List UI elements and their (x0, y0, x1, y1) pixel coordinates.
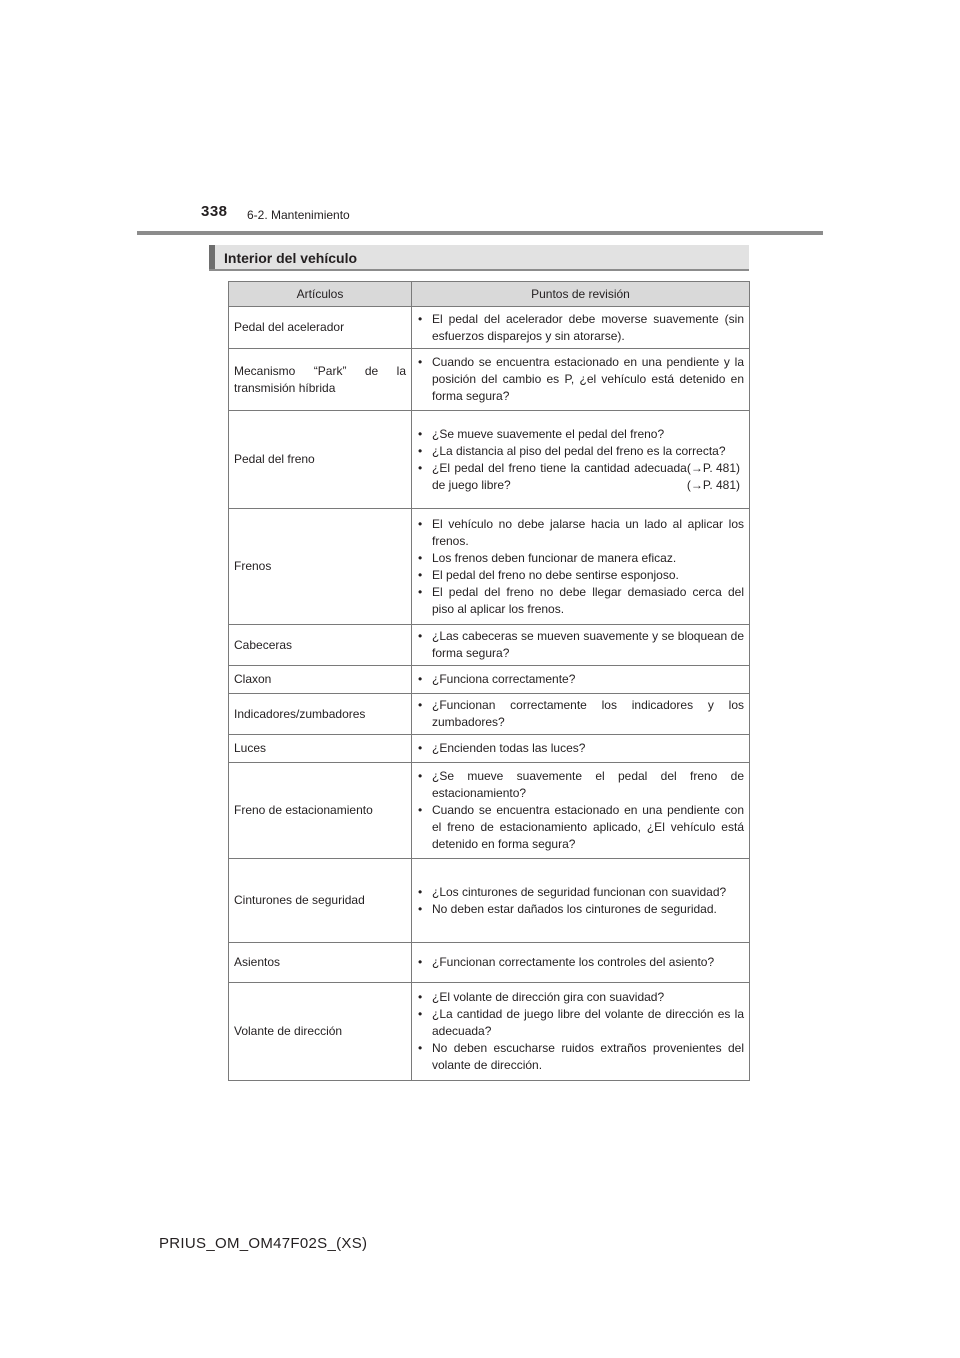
bullet-icon: • (418, 901, 423, 916)
bullet-icon: • (418, 955, 423, 969)
table-row (229, 859, 750, 943)
check-point-text: Cuando se encuentra estacionado en una pendiente con el freno de estacionamiento aplicado, ¿El vehículo está detenido en forma segura? (432, 803, 744, 851)
check-points (412, 349, 750, 411)
check-point (417, 697, 744, 731)
bullet-icon: • (418, 629, 423, 643)
check-point-list (417, 697, 744, 731)
check-point-text: ¿Funcionan correctamente los indicadores y los zumbadores? (432, 698, 744, 729)
document-code: PRIUS_OM_OM47F02S_(XS) (159, 1235, 368, 1252)
item-name: Luces (229, 735, 412, 763)
check-point (417, 802, 744, 853)
check-point-list (417, 354, 744, 405)
check-point-text: ¿Encienden todas las luces? (432, 741, 586, 755)
check-points (412, 666, 750, 694)
check-point (417, 740, 744, 757)
check-point (417, 768, 744, 802)
item-name: Frenos (229, 509, 412, 625)
table-header-row (229, 282, 750, 307)
table-row (229, 666, 750, 694)
check-point-text: ¿El pedal del freno tiene la cantidad adecuada de juego libre? (432, 460, 687, 492)
check-point-list (417, 516, 744, 618)
check-point-text: ¿Funciona correctamente? (432, 672, 576, 686)
check-point-list (417, 884, 744, 918)
check-point-list (417, 671, 744, 688)
check-point-text: No deben estar dañados los cinturones de seguridad. (432, 901, 717, 916)
check-points (412, 943, 750, 983)
page-number: 338 (201, 203, 228, 220)
check-point (417, 989, 744, 1006)
item-name: Volante de dirección (229, 983, 412, 1081)
bullet-icon: • (418, 884, 423, 899)
section-accent (209, 245, 215, 269)
item-name: Claxon (229, 666, 412, 694)
check-point (417, 628, 744, 662)
bullet-icon: • (418, 769, 423, 783)
check-point-text: El pedal del acelerador debe moverse suavemente (sin esfuerzos disparejos y sin atorarse). (432, 311, 744, 343)
bullet-icon: • (418, 355, 423, 369)
check-point-text: ¿Funcionan correctamente los controles del asiento? (432, 955, 715, 969)
check-point (417, 550, 744, 567)
bullet-icon: • (418, 460, 423, 475)
check-point-text: ¿Se mueve suavemente el pedal del freno? (432, 426, 665, 441)
item-name: Pedal del freno (229, 411, 412, 509)
check-point (417, 354, 744, 405)
table-body (229, 307, 750, 1081)
check-point-list (417, 426, 744, 494)
check-points (412, 763, 750, 859)
check-point-list (417, 954, 744, 971)
check-point (417, 901, 744, 918)
bullet-icon: • (418, 803, 423, 817)
chapter-title: 6-2. Mantenimiento (247, 208, 350, 222)
check-points (412, 983, 750, 1081)
check-point (417, 311, 744, 345)
check-points (412, 735, 750, 763)
bullet-icon: • (418, 1041, 423, 1055)
table-row (229, 735, 750, 763)
check-point (417, 567, 744, 584)
check-point (417, 426, 744, 443)
table-row (229, 763, 750, 859)
bullet-icon: • (418, 672, 423, 686)
check-point-text: ¿La distancia al piso del pedal del freno es la correcta? (432, 443, 726, 458)
check-point (417, 671, 744, 688)
bullet-icon: • (418, 550, 423, 565)
check-point-list (417, 740, 744, 757)
check-point-text: El pedal del freno no debe sentirse esponjoso. (432, 567, 679, 582)
table-row (229, 625, 750, 666)
column-header-items: Artículos (229, 282, 412, 307)
item-name: Cinturones de seguridad (229, 859, 412, 943)
table-row (229, 411, 750, 509)
table-row (229, 509, 750, 625)
check-points (412, 411, 750, 509)
check-point-text: ¿La cantidad de juego libre del volante de dirección es la adecuada? (432, 1007, 744, 1038)
check-point (417, 516, 744, 550)
item-name: Asientos (229, 943, 412, 983)
check-point-text: ¿El volante de dirección gira con suavidad? (432, 990, 665, 1004)
item-name: Mecanismo “Park” de la transmisión híbrida (229, 349, 412, 411)
bullet-icon: • (418, 567, 423, 582)
bullet-icon: • (418, 426, 423, 441)
check-point-list (417, 768, 744, 853)
section-heading (209, 245, 749, 271)
inspection-table (228, 281, 750, 1081)
check-point (417, 954, 744, 971)
column-header-points: Puntos de revisión (412, 282, 750, 307)
check-point-text: ¿Los cinturones de seguridad funcionan con suavidad? (432, 884, 727, 899)
check-points (412, 859, 750, 943)
bullet-icon: • (418, 698, 423, 712)
check-point-text: El vehículo no debe jalarse hacia un lado al aplicar los frenos. (432, 516, 744, 548)
item-name: Cabeceras (229, 625, 412, 666)
header-rule (137, 231, 823, 235)
table-row (229, 983, 750, 1081)
item-name: Pedal del acelerador (229, 307, 412, 349)
page-reference: (→P. 481) (686, 460, 740, 475)
section-title: Interior del vehículo (224, 250, 358, 266)
table-row (229, 943, 750, 983)
check-point (417, 443, 744, 475)
bullet-icon: • (418, 311, 423, 326)
check-point-text: Los frenos deben funcionar de manera eficaz. (432, 550, 677, 565)
check-point-list (417, 989, 744, 1074)
check-point-text: ¿Las cabeceras se mueven suavemente y se bloquean de forma segura? (432, 629, 744, 660)
check-point-text: El pedal del freno no debe llegar demasiado cerca del piso al aplicar los frenos. (432, 584, 744, 616)
check-points (412, 625, 750, 666)
table-row (229, 694, 750, 735)
check-points (412, 307, 750, 349)
bullet-icon: • (418, 1007, 423, 1021)
bullet-icon: • (418, 443, 423, 458)
check-points (412, 509, 750, 625)
check-point (417, 884, 744, 901)
check-point (417, 460, 744, 494)
check-point (417, 1006, 744, 1040)
page-reference: (→P. 481) (686, 477, 740, 492)
check-points (412, 694, 750, 735)
bullet-icon: • (418, 584, 423, 599)
table-row (229, 349, 750, 411)
table-row (229, 307, 750, 349)
bullet-icon: • (418, 516, 423, 531)
bullet-icon: • (418, 741, 423, 755)
check-point (417, 584, 744, 618)
check-point-list (417, 628, 744, 662)
bullet-icon: • (418, 990, 423, 1004)
check-point-text: Cuando se encuentra estacionado en una pendiente y la posición del cambio es P, ¿el vehículo está detenido en forma segura? (432, 355, 744, 403)
check-point-text: No deben escucharse ruidos extraños provenientes del volante de dirección. (432, 1041, 744, 1072)
check-point (417, 1040, 744, 1074)
check-point-list (417, 311, 744, 345)
item-name: Freno de estacionamiento (229, 763, 412, 859)
item-name: Indicadores/zumbadores (229, 694, 412, 735)
check-point-text: ¿Se mueve suavemente el pedal del freno de estacionamiento? (432, 769, 744, 800)
